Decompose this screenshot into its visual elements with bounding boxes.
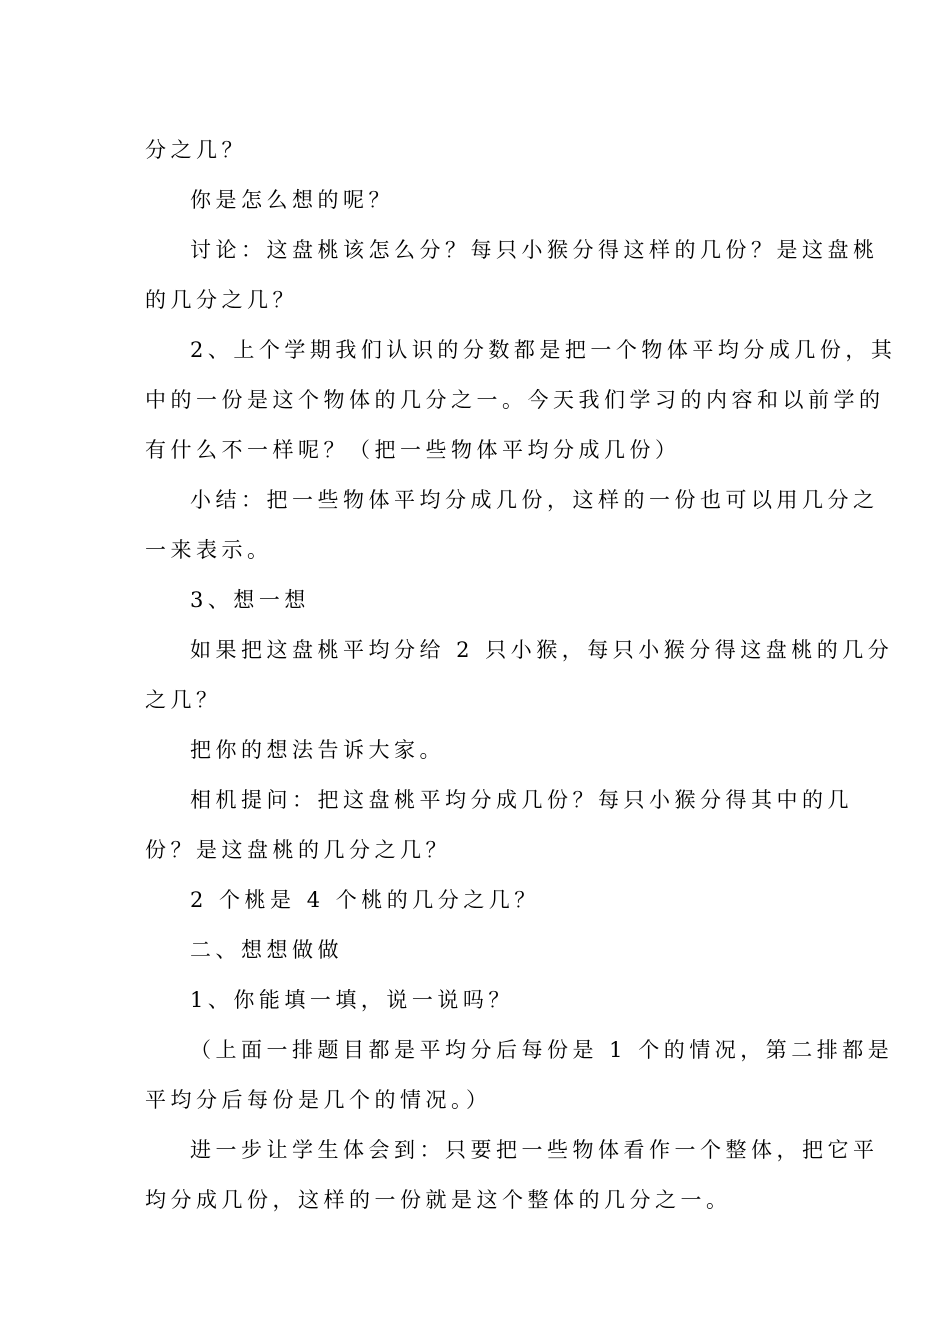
text-line: 相机提问：把这盘桃平均分成几份？每只小猴分得其中的几 bbox=[190, 788, 853, 812]
text-line: 中的一份是这个物体的几分之一。今天我们学习的内容和以前学的 bbox=[145, 388, 885, 412]
text-line: 份？是这盘桃的几分之几？ bbox=[145, 838, 451, 862]
text-line: 一来表示。 bbox=[145, 538, 273, 562]
text-line: 之几？ bbox=[145, 688, 222, 712]
text-line: 平均分后每份是几个的情况。） bbox=[145, 1088, 492, 1112]
text-line: （上面一排题目都是平均分后每份是 1 个的情况，第二排都是 bbox=[190, 1038, 894, 1062]
text-line: 2 个桃是 4 个桃的几分之几？ bbox=[190, 888, 540, 912]
text-line: 的几分之几？ bbox=[145, 288, 298, 312]
text-line: 有什么不一样呢？（把一些物体平均分成几份） bbox=[145, 438, 681, 462]
text-line: 小结：把一些物体平均分成几份，这样的一份也可以用几分之 bbox=[190, 488, 879, 512]
text-line: 2、上个学期我们认识的分数都是把一个物体平均分成几份，其 bbox=[190, 338, 897, 362]
text-line: 讨论：这盘桃该怎么分？每只小猴分得这样的几份？是这盘桃 bbox=[190, 238, 879, 262]
text-line: 3、想一想 bbox=[190, 588, 310, 612]
text-line: 进一步让学生体会到：只要把一些物体看作一个整体，把它平 bbox=[190, 1138, 879, 1162]
text-line: 把你的想法告诉大家。 bbox=[190, 738, 445, 762]
text-line: 你是怎么想的呢？ bbox=[190, 188, 394, 212]
text-line: 如果把这盘桃平均分给 2 只小猴，每只小猴分得这盘桃的几分 bbox=[190, 638, 894, 662]
text-line: 二、想想做做 bbox=[190, 938, 343, 962]
text-line: 1、你能填一填，说一说吗？ bbox=[190, 988, 514, 1012]
text-line: 均分成几份，这样的一份就是这个整体的几分之一。 bbox=[145, 1188, 732, 1212]
text-line: 分之几？ bbox=[145, 138, 247, 162]
